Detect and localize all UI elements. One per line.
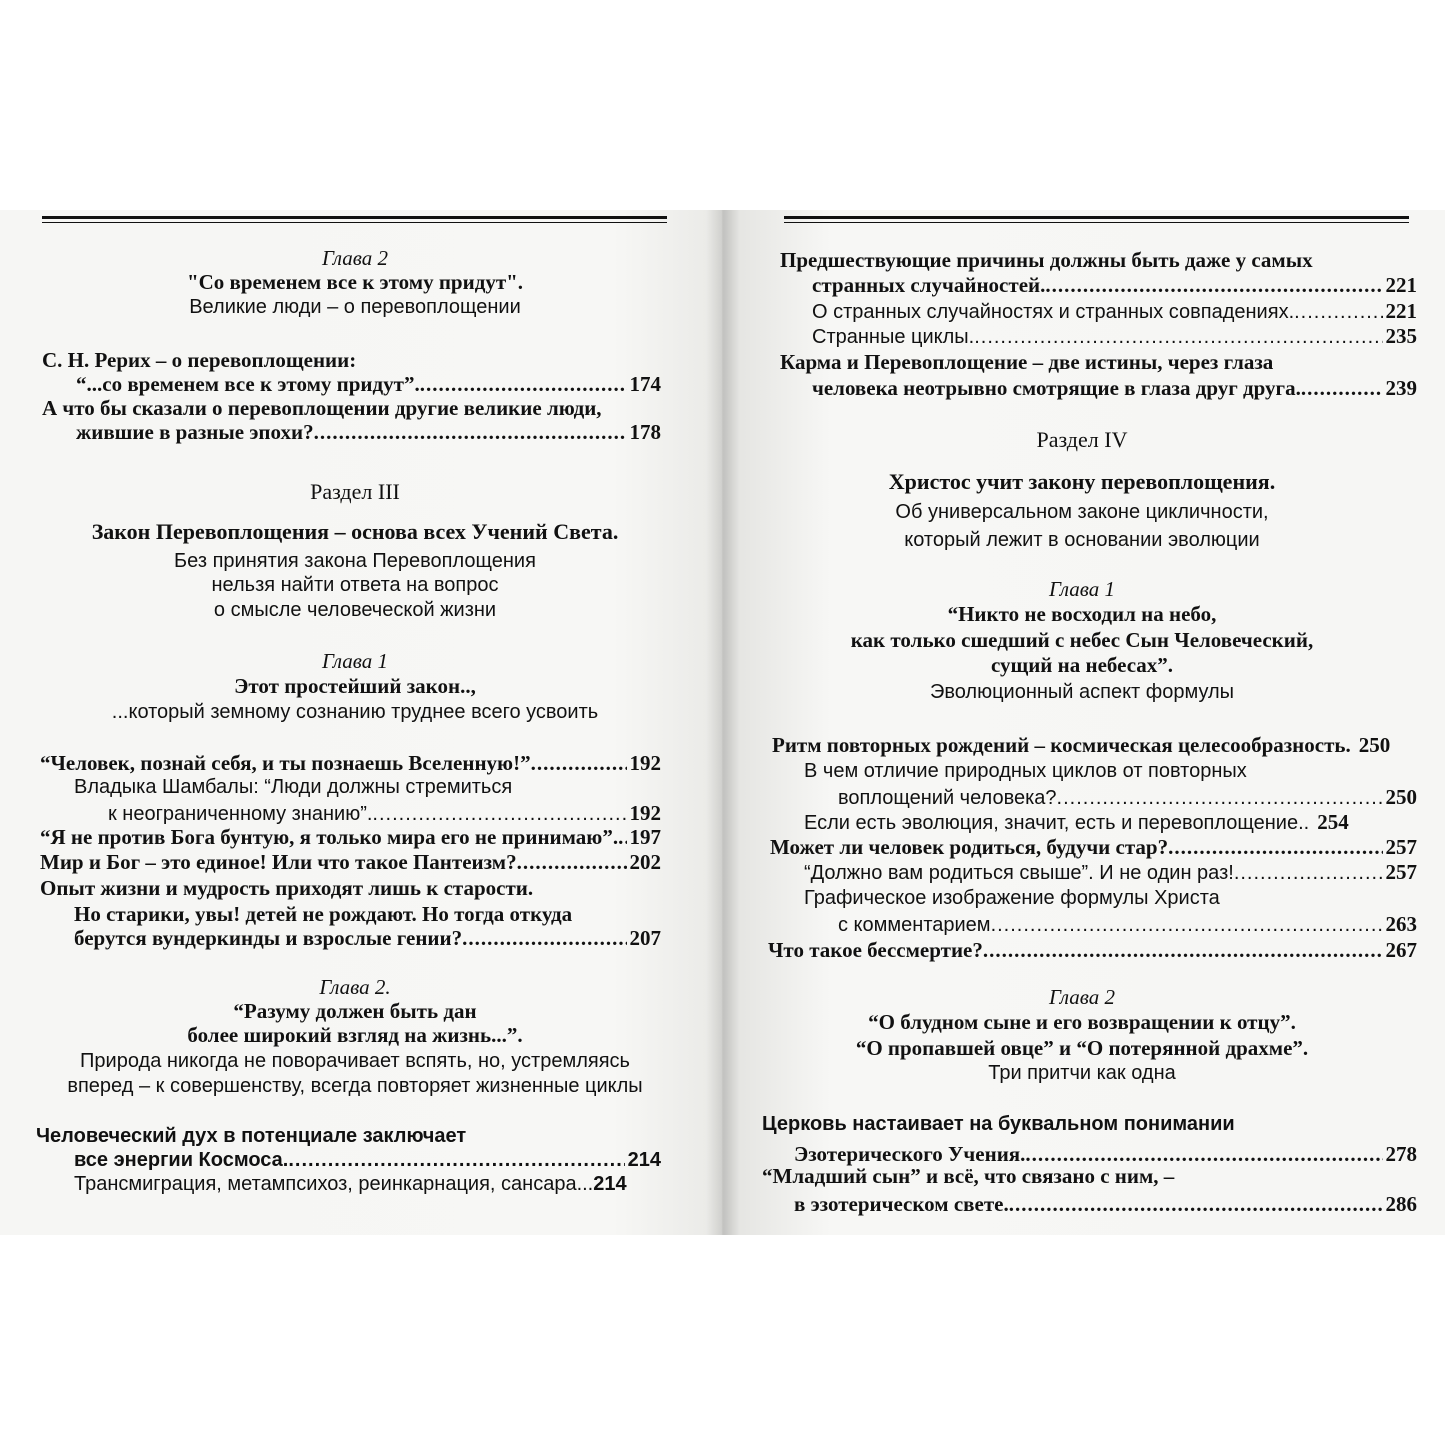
chapter-label: Глава 2 [1049,985,1115,1009]
toc-entry: Но старики, увы! детей не рождают. Но тогда откуда [74,902,573,926]
section-title: Закон Перевоплощения – основа всех Учений Света. [91,519,619,544]
chapter-label: Глава 1 [1049,577,1115,601]
toc-entry: “Младший сын” и всё, что связано с ним, – [762,1164,1175,1188]
section-label: Раздел IV [1036,427,1128,452]
chapter-subtitle: Три притчи как одна [988,1062,1176,1084]
toc-entry: “Человек, познай себя, и ты познаешь Вселенную!” ..... 192 [40,751,661,775]
toc-entry: Карма и Перевоплощение – две истины, через глаза [780,350,1274,374]
header-rule [42,216,667,219]
chapter-subtitle: вперед – к совершенству, всегда повторяет жизненные циклы [67,1075,643,1097]
toc-entry: все энергии Космоса. ..... 214 [74,1148,661,1172]
toc-entry: “Должно вам родиться свыше”. И не один раз! ..... 257 [804,860,1417,885]
chapter-title: "Со временем все к этому придут". [186,270,524,294]
chapter-label: Глава 1 [322,649,388,673]
book-gutter [706,210,740,1235]
section-title: Христос учит закону перевоплощения. [888,469,1276,494]
toc-entry: берутся вундеркинды и взрослые гении? ..... 207 [74,926,661,950]
header-rule-thin [42,222,667,223]
chapter-subtitle: Великие люди – о перевоплощении [189,296,521,318]
toc-entry: А что бы сказали о перевоплощении другие великие люди, [42,396,602,420]
section-subtitle: Без принятия закона Перевоплощения [174,550,536,572]
toc-entry: жившие в разные эпохи? ..... 178 [76,420,661,444]
chapter-subtitle: Эволюционный аспект формулы [929,681,1235,703]
toc-entry: к неограниченному знанию”. ..... 192 [108,801,661,826]
chapter-title: “Никто не восходил на небо, [947,602,1217,626]
section-subtitle: о смысле человеческой жизни [213,599,497,621]
chapter-title: “Разуму должен быть дан [233,999,477,1023]
chapter-title: более широкий взгляд на жизнь...”. [187,1023,523,1047]
toc-entry: Церковь настаивает на буквальном понимании [762,1113,1235,1135]
right-page [722,210,1445,1235]
toc-entry: Трансмиграция, метампсихоз, реинкарнация, сансара...214 [74,1173,627,1195]
toc-entry: странных случайностей. ..... 221 [812,273,1417,297]
chapter-subtitle: Природа никогда не поворачивает вспять, но, устремляясь [80,1050,630,1072]
toc-entry: в эзотерическом свете. ..... 286 [794,1192,1417,1216]
toc-entry: “...со временем все к этому придут”. ..... 174 [76,372,661,396]
toc-entry: Эзотерического Учения. ..... 278 [794,1142,1417,1166]
toc-entry: В чем отличие природных циклов от повторных [804,760,1247,782]
toc-entry: Владыка Шамбалы: “Люди должны стремиться [74,776,513,798]
section-label: Раздел III [310,479,400,504]
chapter-subtitle: ...который земному сознанию труднее всего усвоить [111,701,599,723]
toc-entry: Может ли человек родиться, будучи стар? ..... 257 [770,835,1417,859]
toc-entry: О странных случайностях и странных совпадениях. ..... 221 [812,299,1417,324]
toc-entry: воплощений человека? ..... 250 [838,785,1417,810]
toc-entry: Опыт жизни и мудрость приходят лишь к старости. [40,876,534,900]
chapter-title: сущий на небесах”. [990,653,1174,677]
chapter-label: Глава 2 [322,246,388,270]
toc-entry: Ритм повторных рождений – космическая целесообразность. 250 [772,733,1391,757]
section-subtitle: который лежит в основании эволюции [904,529,1260,551]
toc-entry: Странные циклы. ..... 235 [812,324,1417,349]
toc-entry: Человеческий дух в потенциале заключает [36,1125,467,1147]
toc-entry: Предшествующие причины должны быть даже у самых [780,248,1313,272]
toc-entry: Если есть эволюция, значит, есть и перевоплощение.. 254 [804,810,1349,834]
chapter-title: “О пропавшей овце” и “О потерянной драхме”. [855,1036,1309,1060]
chapter-title: как только сшедший с небес Сын Человеческий, [850,628,1314,652]
header-rule-thin [784,222,1409,223]
section-subtitle: Об универсальном законе цикличности, [895,501,1269,523]
toc-entry: Что такое бессмертие? ..... 267 [768,938,1417,962]
chapter-title: “О блудном сыне и его возвращении к отцу”. [868,1010,1296,1034]
toc-entry: С. Н. Рерих – о перевоплощении: [42,348,357,372]
toc-entry: с комментарием ..... 263 [838,912,1417,937]
left-page [0,210,722,1235]
section-subtitle: нельзя найти ответа на вопрос [211,574,499,596]
chapter-label: Глава 2. [319,975,391,999]
toc-entry: Мир и Бог – это единое! Или что такое Пантеизм? ..... 202 [40,850,661,874]
header-rule [784,216,1409,219]
toc-entry: человека неотрывно смотрящие в глаза друг друга. ..... 239 [812,376,1417,400]
chapter-title: Этот простейший закон.., [234,674,476,698]
toc-entry: “Я не против Бога бунтую, я только мира его не принимаю”. ..... 197 [40,825,661,849]
toc-entry: Графическое изображение формулы Христа [804,887,1220,909]
